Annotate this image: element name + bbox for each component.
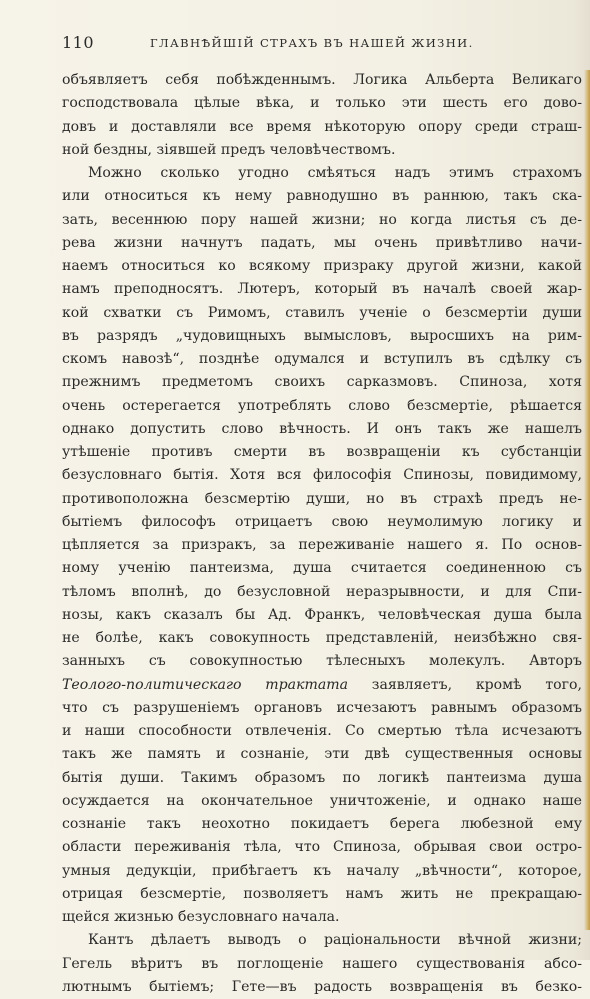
text-line: что съ разрушеніемъ органовъ исчезаютъ равнымъ образомъ — [62, 699, 582, 716]
text-line: бытіемъ философъ отрицаетъ свою неумолимую логику и — [62, 513, 582, 530]
text-line: бытія души. Такимъ образомъ по логикѣ пантеизма душа — [62, 769, 582, 786]
text-line: не болѣе, какъ совокупность представленій, неизбѣжно свя- — [62, 630, 582, 646]
text-line: такъ же память и сознаніе, эти двѣ существенныя основы — [62, 746, 582, 763]
text-line: лютнымъ бытіемъ; Гете—въ радость возвращенія въ безко- — [62, 978, 582, 995]
text-line: однако допустить слово вѣчность. И онъ такъ же нашелъ — [62, 420, 582, 437]
text-line: кой схватки съ Римомъ, ставилъ ученіе о безсмертіи души — [62, 304, 582, 321]
text-line: занныхъ съ совокупностью тѣлесныхъ молекулъ. Авторъ — [62, 653, 582, 670]
italic-book-title: Теолого-политическаго трактата — [62, 676, 349, 693]
text-line: утѣшеніе противъ смерти въ возвращеніи къ субстанціи — [62, 444, 582, 460]
text-line: прежнимъ предметомъ своихъ сарказмовъ. Спиноза, хотя — [62, 374, 582, 391]
text-line: нозы, какъ сказалъ бы Ад. Франкъ, человѣческая душа была — [62, 606, 582, 623]
text-line: наемъ относиться ко всякому призраку другой жизни, какой — [62, 258, 582, 274]
text-line: намъ преподносятъ. Лютеръ, который въ началѣ своей жар- — [62, 281, 582, 298]
text-line: въ разрядъ „чудовищныхъ вымысловъ, выросшихъ на рим- — [62, 327, 582, 344]
text-line: ному ученію пантеизма, душа считается соединенною съ — [62, 560, 582, 577]
text-line: отрицая безсмертіе, позволяетъ намъ жить не прекращаю- — [62, 885, 582, 902]
text-line: Можно сколько угодно смѣяться надъ этимъ страхомъ — [88, 165, 582, 181]
body-text — [62, 69, 582, 999]
text-line: рева жизни начнутъ падать, мы очень привѣтливо начи- — [62, 234, 582, 251]
text-line: тѣломъ вполнѣ, до безусловной неразрывности, и для Спи- — [62, 583, 582, 600]
text-line: цѣпляется за призракъ, за переживаніе нашего я. По основ- — [62, 537, 582, 553]
text-line: сознаніе такъ неохотно покидаетъ берега любезной ему — [62, 816, 582, 832]
text-line: объявляетъ себя побѣжденнымъ. Логика Альберта Великаго — [62, 72, 582, 88]
text-line: или относиться къ нему равнодушно въ раннюю, такъ ска- — [62, 188, 582, 205]
text-line-italic-title: Теолого-политическаго трактата заявляетъ, кромѣ того, — [62, 676, 582, 693]
page-number: 110 — [62, 33, 95, 52]
text-line: очень остерегается употреблять слово безсмертіе, рѣшается — [62, 397, 582, 414]
text-line: скомъ навозѣ“, позднѣе одумался и вступилъ въ сдѣлку съ — [62, 351, 582, 367]
text-line: безусловнаго бытія. Хотя вся философія Спинозы, повидимому, — [62, 467, 582, 484]
text-line: осуждается на окончательное уничтоженіе, и однако наше — [62, 792, 582, 809]
text-line: Кантъ дѣлаетъ выводъ о раціональности вѣчной жизни; — [88, 932, 582, 949]
text-line: Гегель вѣритъ въ поглощеніе нашего существованія абсо- — [62, 955, 582, 972]
page-edge-shading — [584, 70, 590, 930]
text-line: области переживанія тѣла, что Спиноза, обрывая свои остро- — [62, 839, 582, 856]
text-line: довъ и доставляли все время нѣкоторую опору среди страш- — [62, 118, 582, 135]
page-header — [62, 33, 574, 55]
text-line: противоположна безсмертію души, но въ страхѣ предъ не- — [62, 490, 582, 507]
text-line: ной бездны, зіявшей предъ человѣчествомъ. — [62, 141, 396, 158]
running-title: ГЛАВНѢЙШІЙ СТРАХЪ ВЪ НАШЕЙ ЖИЗНИ. — [150, 36, 474, 50]
text-line: и наши способности отвлеченія. Со смертью тѣла исчезаютъ — [62, 723, 582, 739]
text-line: щейся жизнью безусловнаго начала. — [62, 909, 340, 925]
text-line: зать, весеннюю пору нашей жизни; но когда листья съ де- — [62, 211, 582, 228]
text-line: господствовала цѣлые вѣка, и только эти шесть его дово- — [62, 95, 582, 112]
text-line: умныя дедукціи, прибѣгаетъ къ началу „вѣчности“, которое, — [62, 862, 582, 879]
